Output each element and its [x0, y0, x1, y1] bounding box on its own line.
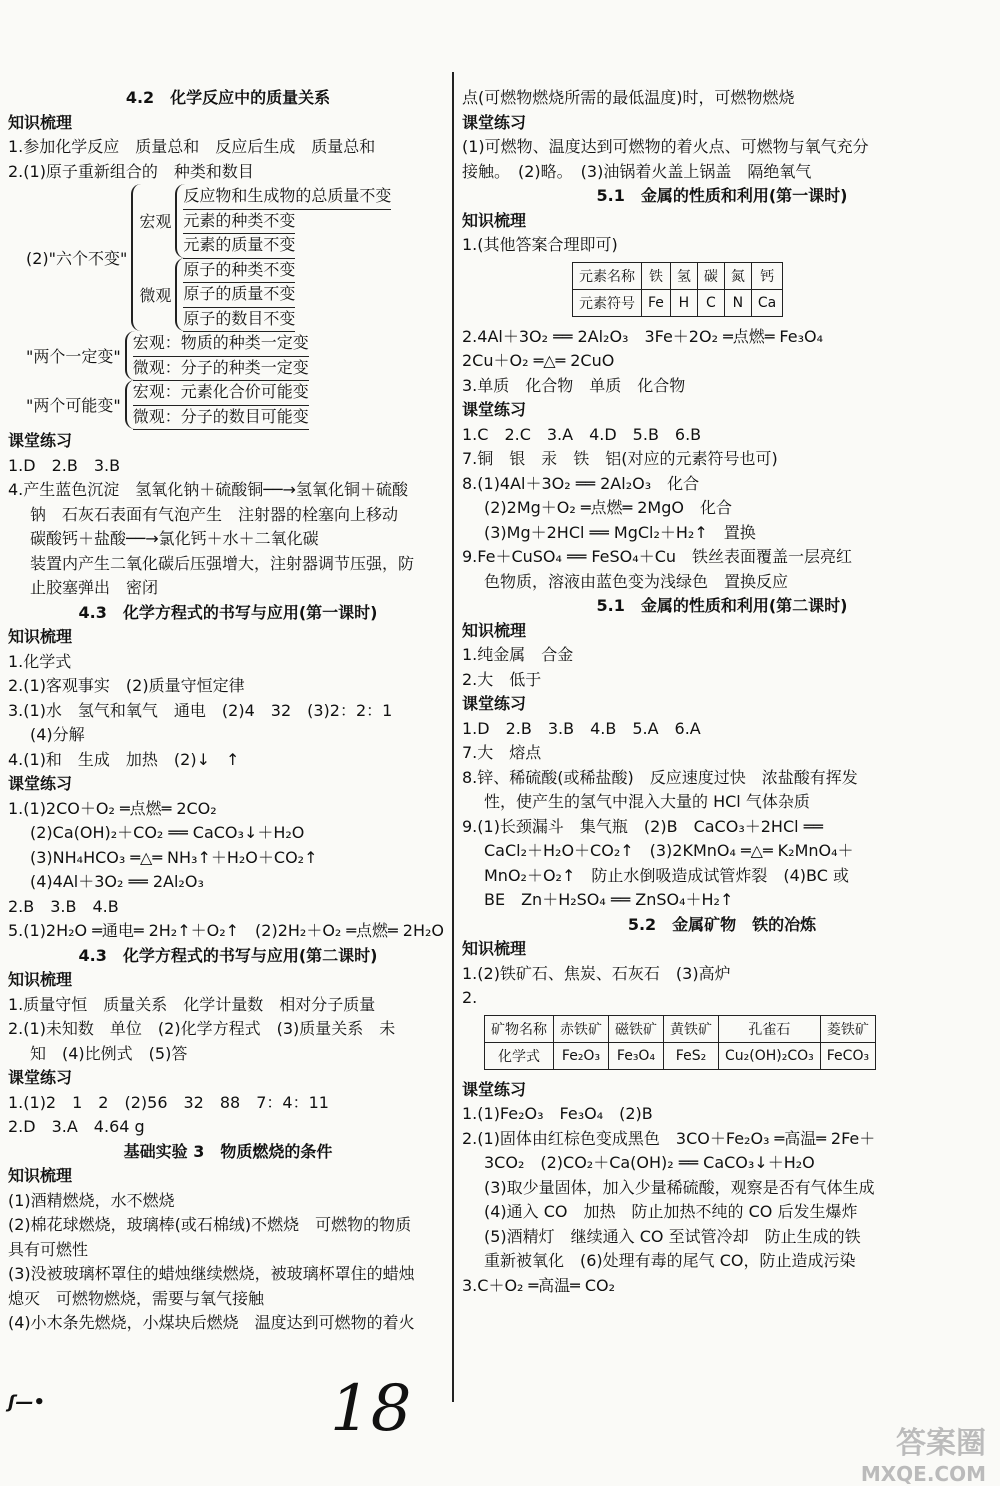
heading: 课堂练习 [8, 1068, 73, 1087]
answer-line: (4)4Al＋3O₂ ══ 2Al₂O₃ [30, 872, 204, 891]
answer-line: 1.纯金属 合金 [462, 645, 574, 664]
answer-line: 2Cu＋O₂ ═△═ 2CuO [462, 351, 615, 370]
six-constant-brace [26, 184, 448, 331]
right-column [462, 86, 982, 1298]
heading: 知识梳理 [8, 1166, 73, 1185]
answer-line: 2.(1)原子重新组合的 种类和数目 [8, 161, 254, 181]
answer-line: 1.(2)铁矿石、焦炭、石灰石 (3)高炉 [462, 963, 731, 983]
answer-line: 1.质量守恒 质量关系 化学计量数 相对分子质量 [8, 994, 376, 1014]
list-item: 原子的数目不变 [183, 307, 295, 333]
table-cell: 赤铁矿 [554, 1015, 609, 1042]
answer-line: 1.D 2.B 3.B [8, 455, 121, 475]
answer-line: 装置内产生二氧化碳后压强增大，注射器调节压强，防 [30, 553, 415, 573]
answer-line: 8.锌、稀硫酸(或稀盐酸) 反应速度过快 浓盐酸有挥发 [462, 767, 858, 787]
brace-label: (2)"六个不变" [26, 249, 128, 268]
answer-line: (2)Ca(OH)₂＋CO₂ ══ CaCO₃↓＋H₂O [30, 823, 305, 842]
answer-line: 3.C＋O₂ ═高温═ CO₂ [462, 1275, 616, 1295]
answer-line: 1.(1)Fe₂O₃ Fe₃O₄ (2)B [462, 1104, 653, 1123]
answer-line: 4.(1)和 生成 加热 (2)↓ ↑ [8, 749, 240, 769]
list-item: 反应物和生成物的总质量不变 [183, 184, 391, 210]
heading: 知识梳理 [462, 620, 527, 640]
heading: 知识梳理 [8, 112, 73, 132]
heading: 知识梳理 [8, 970, 73, 989]
brace-group [175, 184, 391, 258]
answer-line: 2.(1)客观事实 (2)质量守恒定律 [8, 676, 245, 695]
answer-line: (2)棉花球燃烧，玻璃棒(或石棉绒)不燃烧 可燃物的物质 [8, 1215, 412, 1234]
answer-line: 2.大 低于 [462, 669, 542, 689]
table-cell: 孔雀石 [719, 1015, 821, 1042]
answer-line: 2.(1)未知数 单位 (2)化学方程式 (3)质量关系 未 [8, 1019, 396, 1038]
table-row [573, 289, 783, 316]
list-item: 微观：分子的数目可能变 [133, 405, 309, 431]
heading: 课堂练习 [462, 400, 527, 419]
answer-line: BE Zn＋H₂SO₄ ══ ZnSO₄＋H₂↑ [484, 890, 734, 909]
table-cell: 化学式 [485, 1042, 554, 1069]
table-cell: Cu₂(OH)₂CO₃ [719, 1042, 821, 1069]
answer-line: 3CO₂ (2)CO₂＋Ca(OH)₂ ══ CaCO₃↓＋H₂O [484, 1153, 815, 1172]
heading: 课堂练习 [8, 431, 73, 450]
table-cell: Fe [642, 289, 671, 316]
handwritten-page-number: 18 [330, 1372, 412, 1446]
brace-label: "两个可能变" [26, 396, 121, 415]
answer-line: 2. [462, 988, 478, 1007]
answer-line: 7.大 熔点 [462, 743, 542, 762]
answer-line: 3.单质 化合物 单质 化合物 [462, 375, 686, 395]
answer-line: 性，使产生的氢气中混入大量的 HCl 气体杂质 [484, 792, 810, 811]
table-cell: 磁铁矿 [609, 1015, 664, 1042]
answer-line: 2.D 3.A 4.64 g [8, 1117, 145, 1136]
answer-line: 1.化学式 [8, 651, 72, 671]
answer-line: 止胶塞弹出 密闭 [30, 578, 159, 597]
section-title: 基础实验 3 物质燃烧的条件 [123, 1141, 333, 1161]
brace-group [131, 184, 391, 331]
answer-line: 具有可燃性 [8, 1239, 89, 1259]
answer-line: (4)通入 CO 加热 防止加热不纯的 CO 后发生爆炸 [484, 1202, 858, 1221]
section-title: 4.3 化学方程式的书写与应用(第二课时) [78, 945, 378, 965]
brace-group [125, 331, 309, 380]
table-cell: 氮 [724, 262, 751, 289]
list-item: 宏观：物质的种类一定变 [133, 331, 309, 357]
answer-line: (4)分解 [30, 725, 85, 744]
answer-line: (2)2Mg＋O₂ ═点燃═ 2MgO 化合 [484, 498, 732, 517]
section-title: 5.1 金属的性质和利用(第一课时) [596, 186, 848, 205]
section-title: 5.1 金属的性质和利用(第二课时) [596, 596, 848, 615]
table-cell: 矿物名称 [485, 1015, 554, 1042]
table-cell: 碳 [697, 262, 724, 289]
heading: 课堂练习 [462, 1079, 527, 1099]
answer-line: (3)取少量固体，加入少量稀硫酸，观察是否有气体生成 [484, 1177, 875, 1197]
list-item: 元素的质量不变 [183, 233, 295, 259]
two-may-brace [26, 380, 448, 429]
table-cell: 铁 [642, 262, 671, 289]
answer-line: 色物质，溶液由蓝色变为浅绿色 置换反应 [484, 571, 789, 591]
table-cell: Fe₃O₄ [609, 1042, 664, 1069]
table-cell: H [670, 289, 697, 316]
answer-line: (1)酒精燃烧，水不燃烧 [8, 1190, 175, 1210]
element-table [572, 262, 783, 317]
micro-group [139, 258, 391, 332]
answer-line: 3.(1)水 氢气和氧气 通电 (2)4 32 (3)2：2：1 [8, 700, 393, 720]
table-cell: FeS₂ [664, 1042, 719, 1069]
table-cell: 黄铁矿 [664, 1015, 719, 1042]
left-column [8, 86, 448, 1336]
answer-line: 7.铜 银 汞 铁 铝(对应的元素符号也可) [462, 449, 778, 468]
watermark [861, 1418, 986, 1486]
table-cell: 元素符号 [573, 289, 642, 316]
table-cell: 钙 [751, 262, 782, 289]
answer-line: MnO₂＋O₂↑ 防止水倒吸造成试管炸裂 (4)BC 或 [484, 865, 849, 885]
answer-line: (1)可燃物、温度达到可燃物的着火点、可燃物与氧气充分 [462, 137, 869, 156]
heading: 知识梳理 [462, 210, 527, 230]
table-row [485, 1042, 876, 1069]
answer-line: 1.C 2.C 3.A 4.D 5.B 6.B [462, 424, 702, 444]
section-title: 5.2 金属矿物 铁的冶炼 [627, 914, 817, 934]
heading: 课堂练习 [462, 694, 527, 713]
answer-line: 接触。 (2)略。 (3)油锅着火盖上锅盖 隔绝氧气 [462, 161, 812, 181]
answer-line: (3)Mg＋2HCl ══ MgCl₂＋H₂↑ 置换 [484, 522, 756, 542]
list-item: 原子的种类不变 [183, 258, 295, 284]
answer-line: 钠 石灰石表面有气泡产生 注射器的栓塞向上移动 [30, 504, 399, 524]
table-cell: Fe₂O₃ [554, 1042, 609, 1069]
list-item: 微观：分子的种类一定变 [133, 356, 309, 382]
answer-line: 2.(1)固体由红棕色变成黑色 3CO＋Fe₂O₃ ═高温═ 2Fe＋ [462, 1128, 876, 1148]
list-item: 元素的种类不变 [183, 209, 295, 235]
table-row [573, 262, 783, 289]
answer-line: (3)没被玻璃杯罩住的蜡烛继续燃烧，被玻璃杯罩住的蜡烛 [8, 1264, 415, 1283]
two-sure-brace [26, 331, 448, 380]
table-row [485, 1015, 876, 1042]
answer-line: 9.(1)长颈漏斗 集气瓶 (2)B CaCO₃＋2HCl ══ [462, 816, 823, 836]
table-cell: 氢 [670, 262, 697, 289]
section-title: 4.2 化学反应中的质量关系 [125, 88, 331, 107]
answer-line: 熄灭 可燃物燃烧，需要与氧气接触 [8, 1288, 265, 1308]
answer-line: 1.(1)2 1 2 (2)56 32 88 7：4：11 [8, 1092, 329, 1112]
column-divider [452, 72, 454, 1402]
answer-line: (3)NH₄HCO₃ ═△═ NH₃↑＋H₂O＋CO₂↑ [30, 847, 318, 867]
brace-label: "两个一定变" [26, 347, 121, 366]
heading: 课堂练习 [462, 112, 527, 132]
table-cell: FeCO₃ [820, 1042, 875, 1069]
brace-label: 宏观 [139, 212, 172, 232]
watermark-logo-text: 答案圈 [896, 1426, 986, 1461]
answer-line: (4)小木条先燃烧，小煤块后燃烧 温度达到可燃物的着火 [8, 1313, 415, 1332]
brace-label: 微观 [139, 285, 172, 305]
answer-line: 点(可燃物燃烧所需的最低温度)时，可燃物燃烧 [462, 88, 795, 107]
list-item: 宏观：元素化合价可能变 [133, 380, 309, 406]
answer-line: 重新被氧化 (6)处理有毒的尾气 CO，防止造成污染 [484, 1251, 856, 1270]
macro-group [139, 184, 391, 258]
brace-group [175, 258, 295, 332]
answer-line: CaCl₂＋H₂O＋CO₂↑ (3)2KMnO₄ ═△═ K₂MnO₄＋ [484, 841, 854, 860]
heading: 知识梳理 [462, 939, 527, 958]
answer-line: 1.D 2.B 3.B 4.B 5.A 6.A [462, 718, 701, 738]
answer-line: 2.4Al＋3O₂ ══ 2Al₂O₃ 3Fe＋2O₂ ═点燃═ Fe₃O₄ [462, 326, 824, 346]
list-item: 原子的质量不变 [183, 282, 295, 308]
answer-line: 2.B 3.B 4.B [8, 896, 119, 916]
answer-line: 1.(其他答案合理即可) [462, 235, 618, 254]
mineral-table [484, 1015, 876, 1070]
heading: 知识梳理 [8, 627, 73, 646]
brace-group [125, 380, 309, 429]
table-cell: C [697, 289, 724, 316]
answer-line: 5.(1)2H₂O ═通电═ 2H₂↑＋O₂↑ (2)2H₂＋O₂ ═点燃═ 2H₂O [8, 921, 444, 940]
section-title: 4.3 化学方程式的书写与应用(第一课时) [78, 602, 378, 622]
table-cell: 菱铁矿 [820, 1015, 875, 1042]
table-cell: 元素名称 [573, 262, 642, 289]
answer-line: 知 (4)比例式 (5)答 [30, 1043, 188, 1063]
answer-line: 1.(1)2CO＋O₂ ═点燃═ 2CO₂ [8, 798, 217, 818]
answer-line: (5)酒精灯 继续通入 CO 至试管冷却 防止生成的铁 [484, 1226, 861, 1246]
footer-mark: ʃ—• [8, 1392, 45, 1413]
answer-line: 碳酸钙＋盐酸──→氯化钙＋水＋二氧化碳 [30, 529, 319, 548]
heading: 课堂练习 [8, 774, 73, 793]
answer-line: 1.参加化学反应 质量总和 反应后生成 质量总和 [8, 137, 376, 156]
table-cell: Ca [751, 289, 782, 316]
watermark-url: MXQE.COM [860, 1462, 986, 1486]
answer-line: 8.(1)4Al＋3O₂ ══ 2Al₂O₃ 化合 [462, 473, 700, 493]
table-cell: N [724, 289, 751, 316]
answer-line: 4.产生蓝色沉淀 氢氧化钠＋硫酸铜──→氢氧化铜＋硫酸 [8, 480, 408, 499]
answer-line: 9.Fe＋CuSO₄ ══ FeSO₄＋Cu 铁丝表面覆盖一层亮红 [462, 547, 853, 566]
